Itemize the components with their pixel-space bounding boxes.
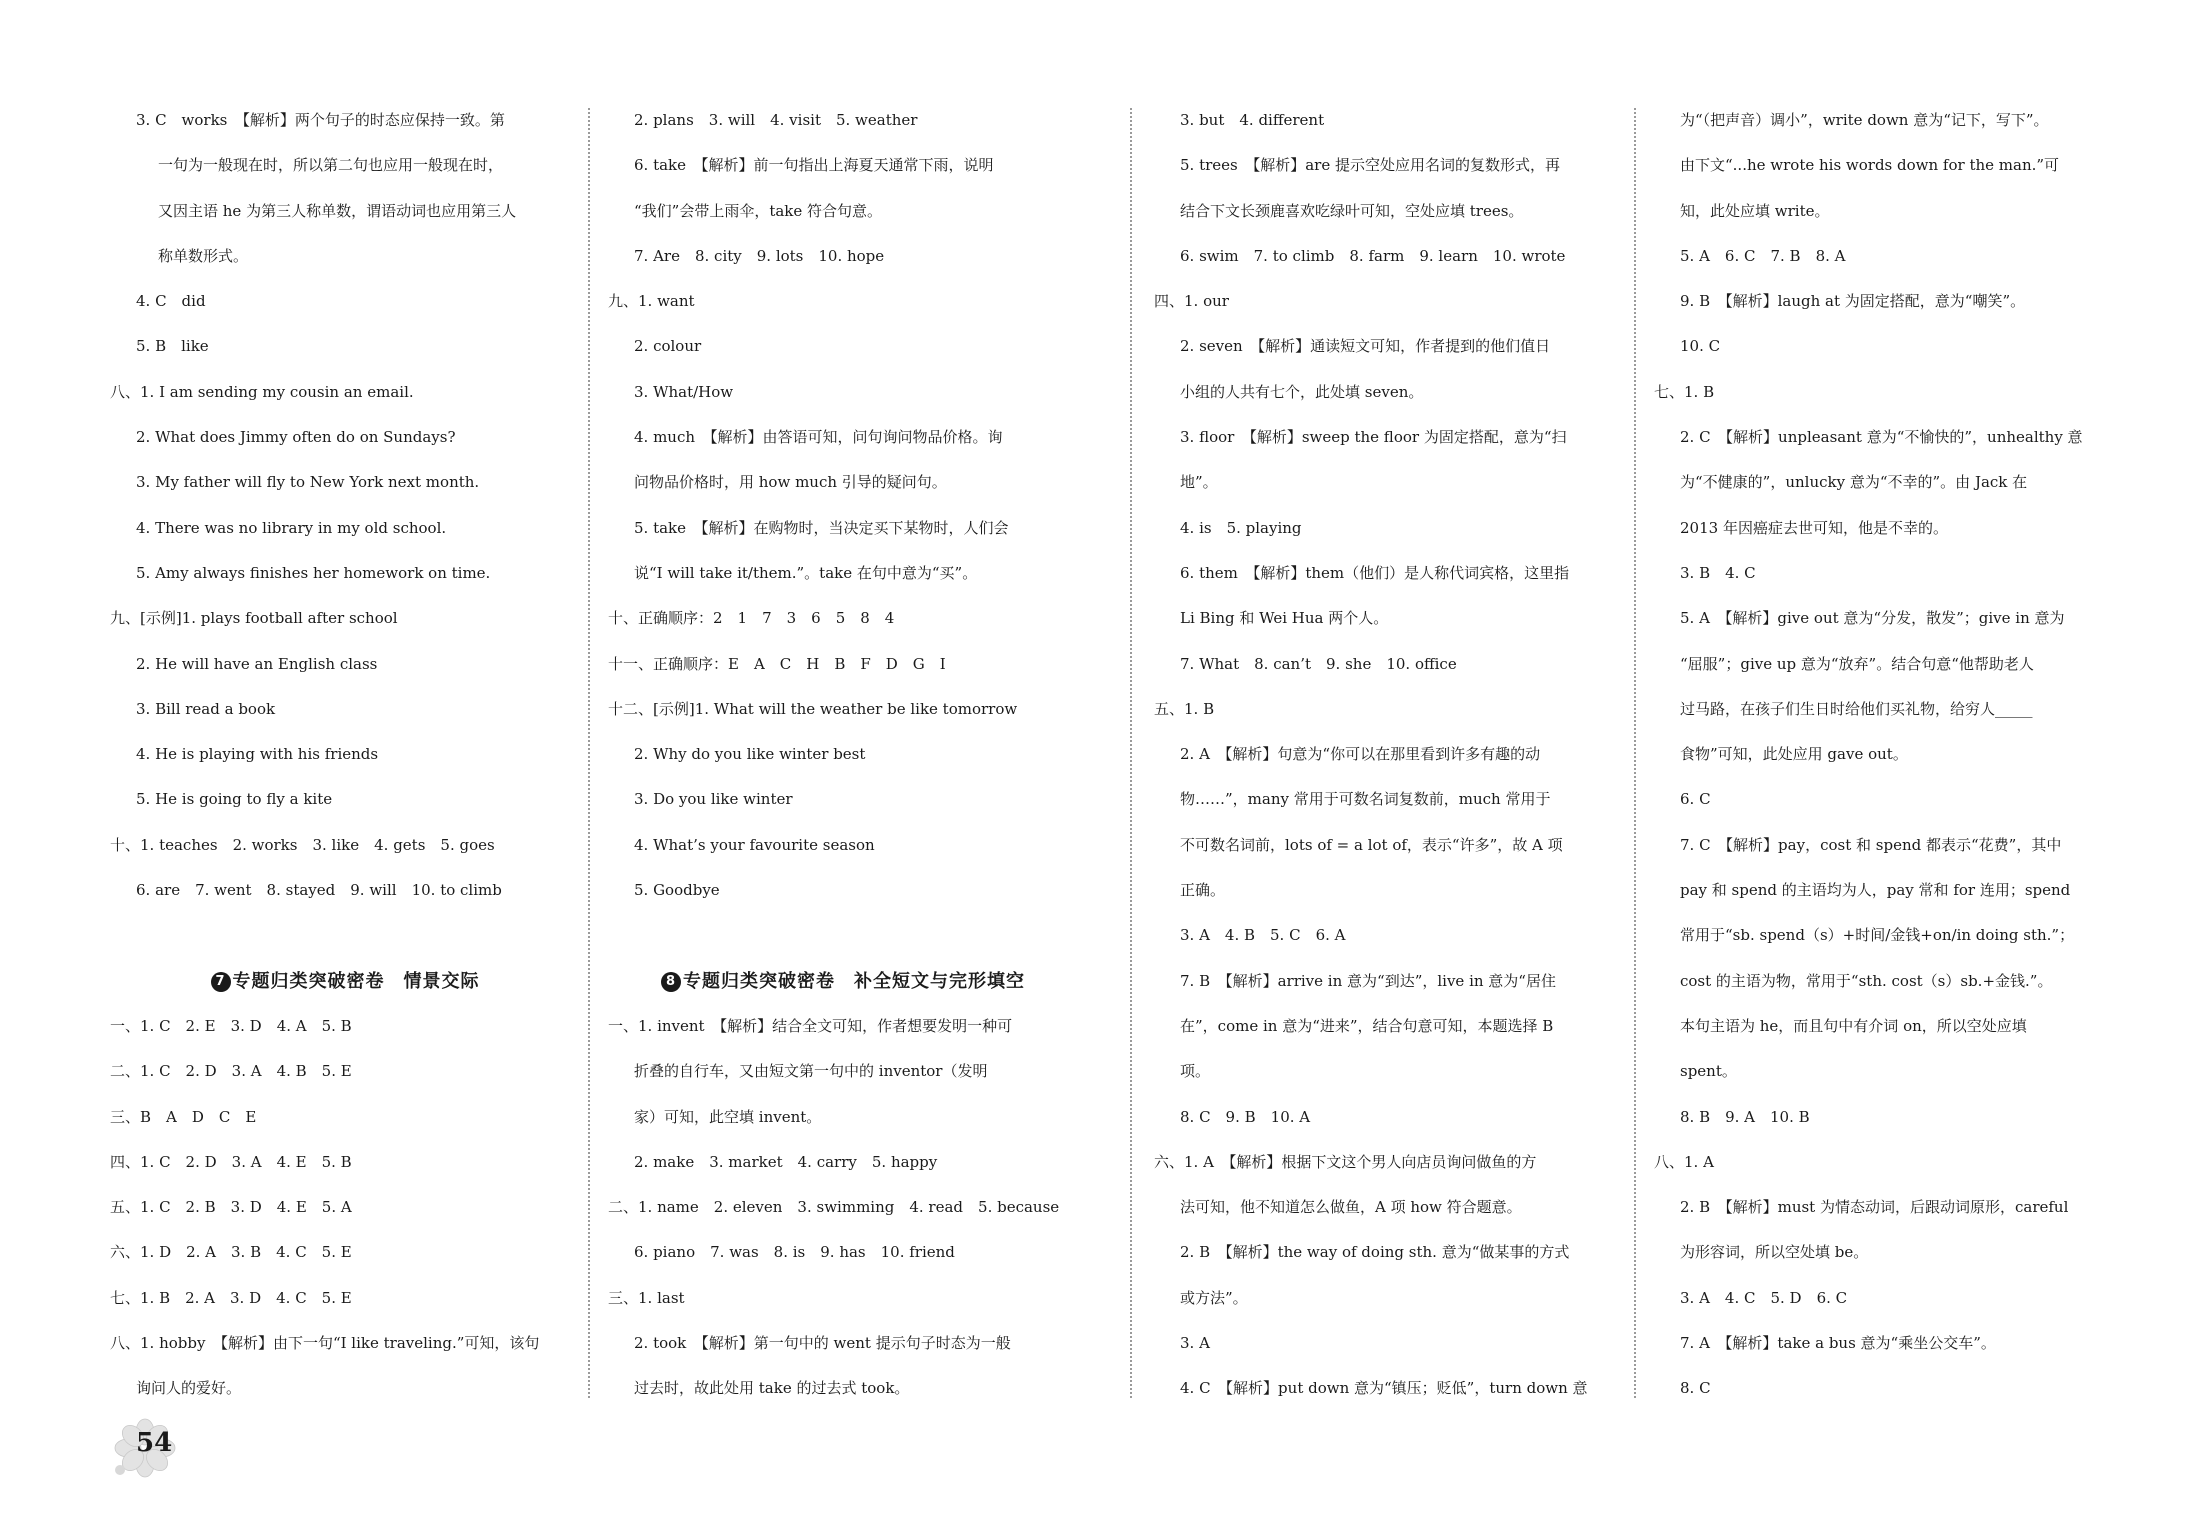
answer-line: 6. piano 7. was 8. is 9. has 10. friend — [634, 1243, 955, 1262]
column-4 — [1654, 98, 2114, 1412]
answer-line: 2. plans 3. will 4. visit 5. weather — [634, 111, 918, 129]
column-2 — [608, 98, 1078, 1412]
answer-line: 3. A — [1180, 1334, 1210, 1353]
answer-line: 三、B A D C E — [110, 1107, 257, 1126]
answer-line: 折叠的自行车，又由短文第一句中的 inventor（发明 — [634, 1062, 988, 1081]
answer-line: 六、1. A 【解析】根据下文这个男人向店员询问做鱼的方 — [1154, 1152, 1537, 1171]
answer-line: 过马路，在孩子们生日时给他们买礼物，给穷人_____ — [1680, 699, 2033, 718]
section-title-text: 专题归类突破密卷 情景交际 — [232, 970, 480, 992]
answer-line: 四、1. C 2. D 3. A 4. E 5. B — [110, 1152, 352, 1171]
answer-line: 3. What/How — [634, 382, 734, 401]
answer-line: spent。 — [1680, 1062, 1737, 1081]
answer-line: 3. but 4. different — [1180, 111, 1325, 129]
answer-line: 3. floor 【解析】sweep the floor 为固定搭配，意为“扫 — [1180, 428, 1567, 447]
answer-line: 说“I will take it/them.”。take 在句中意为“买”。 — [634, 563, 978, 582]
answer-line: 8. C 9. B 10. A — [1180, 1107, 1311, 1126]
answer-line: 3. Do you like winter — [634, 790, 793, 809]
answer-line: 3. Bill read a book — [136, 699, 276, 718]
answer-line: 2. make 3. market 4. carry 5. happy — [634, 1152, 938, 1171]
answer-line: 5. Goodbye — [634, 881, 720, 900]
answer-line: 六、1. D 2. A 3. B 4. C 5. E — [110, 1243, 352, 1262]
answer-line: 8. C — [1680, 1379, 1711, 1398]
answer-line: 结合下文长颈鹿喜欢吃绿叶可知，空处应填 trees。 — [1180, 201, 1524, 220]
section-title-text: 专题归类突破密卷 补全短文与完形填空 — [683, 970, 1025, 992]
answer-line: 4. He is playing with his friends — [136, 745, 379, 764]
answer-line: 地”。 — [1180, 473, 1218, 492]
answer-line: 3. C works 【解析】两个句子的时态应保持一致。第 — [136, 111, 505, 129]
answer-line: 9. B 【解析】laugh at 为固定搭配，意为“嘲笑”。 — [1680, 292, 2026, 311]
column-divider — [1130, 108, 1132, 1398]
answer-line: 2. B 【解析】must 为情态动词，后跟动词原形，careful — [1680, 1198, 2069, 1217]
section-title — [110, 959, 580, 1004]
answer-line: 5. B like — [136, 337, 209, 356]
answer-line: 4. What’s your favourite season — [634, 835, 875, 854]
answer-line: 项。 — [1180, 1062, 1211, 1081]
answer-line: 由下文“...he wrote his words down for the man.”可 — [1680, 156, 2060, 175]
answer-line: 4. much 【解析】由答语可知，问句询问物品价格。询 — [634, 428, 1003, 447]
answer-line: 2. He will have an English class — [136, 654, 378, 673]
section-title — [608, 959, 1078, 1004]
answer-line: 家）可知，此空填 invent。 — [634, 1107, 822, 1126]
answer-line: 法可知，他不知道怎么做鱼，A 项 how 符合题意。 — [1180, 1198, 1522, 1217]
answer-line: 6. them 【解析】them（他们）是人称代词宾格，这里指 — [1180, 563, 1570, 582]
answer-line: 二、1. C 2. D 3. A 4. B 5. E — [110, 1062, 352, 1081]
answer-line: 3. A 4. C 5. D 6. C — [1680, 1288, 1848, 1307]
answer-line: 5. Amy always finishes her homework on time. — [136, 563, 491, 582]
answer-line: 常用于“sb. spend（s）+时间/金钱+on/in doing sth.”； — [1680, 926, 2075, 945]
column-3 — [1154, 98, 1624, 1412]
answer-line: 正确。 — [1180, 881, 1226, 900]
answer-line: 6. C — [1680, 790, 1711, 809]
answer-line: 七、1. B 2. A 3. D 4. C 5. E — [110, 1288, 352, 1307]
answer-line: 3. B 4. C — [1680, 563, 1756, 582]
answer-line: 6. are 7. went 8. stayed 9. will 10. to climb — [136, 881, 502, 900]
answer-line: 2. Why do you like winter best — [634, 745, 866, 764]
answer-line: 5. trees 【解析】are 提示空处应用名词的复数形式，再 — [1180, 156, 1560, 175]
answer-line: 一、1. C 2. E 3. D 4. A 5. B — [110, 1016, 352, 1035]
answer-line: 又因主语 he 为第三人称单数，谓语动词也应用第三人 — [158, 201, 517, 220]
answer-line: 一、1. invent 【解析】结合全文可知，作者想要发明一种可 — [608, 1016, 1013, 1035]
answer-line: 为“不健康的”，unlucky 意为“不幸的”。由 Jack 在 — [1680, 473, 2028, 492]
answer-line: 7. C 【解析】pay，cost 和 spend 都表示“花费”，其中 — [1680, 835, 2062, 854]
answer-line: 4. There was no library in my old school. — [136, 518, 447, 537]
section-number-badge: 7 — [211, 972, 231, 992]
column-divider — [1634, 108, 1636, 1398]
answer-line: 十二、[示例]1. What will the weather be like tomorrow — [608, 699, 1018, 718]
answer-line: 九、[示例]1. plays football after school — [110, 609, 398, 628]
answer-line: Li Bing 和 Wei Hua 两个人。 — [1180, 609, 1389, 628]
answer-line: 不可数名词前，lots of = a lot of，表示“许多”，故 A 项 — [1180, 835, 1563, 854]
answer-line: 5. take 【解析】在购物时，当决定买下某物时，人们会 — [634, 518, 1009, 537]
answer-line: 7. Are 8. city 9. lots 10. hope — [634, 246, 885, 265]
answer-line: 10. C — [1680, 337, 1721, 356]
answer-line: 食物”可知，此处应用 gave out。 — [1680, 745, 1908, 764]
answer-line: 三、1. last — [608, 1288, 685, 1307]
answer-line: pay 和 spend 的主语均为人，pay 常和 for 连用；spend — [1680, 881, 2071, 900]
answer-line: 2. B 【解析】the way of doing sth. 意为“做某事的方式 — [1180, 1243, 1570, 1262]
answer-line: 3. My father will fly to New York next month. — [136, 473, 480, 492]
answer-line: 问物品价格时，用 how much 引导的疑问句。 — [634, 473, 947, 492]
answer-line: “屈服”；give up 意为“放弃”。结合句意“他帮助老人 — [1680, 654, 2034, 673]
answer-line: 3. A 4. B 5. C 6. A — [1180, 926, 1346, 945]
answer-line: 四、1. our — [1154, 292, 1229, 311]
answer-line: 2013 年因癌症去世可知，他是不幸的。 — [1680, 518, 1948, 537]
answer-line: 4. C 【解析】put down 意为“镇压；贬低”，turn down 意 — [1180, 1379, 1588, 1398]
answer-line: 九、1. want — [608, 292, 695, 311]
answer-line: 5. A 6. C 7. B 8. A — [1680, 246, 1846, 265]
answer-line: 称单数形式。 — [158, 246, 249, 265]
answer-line: 8. B 9. A 10. B — [1680, 1107, 1810, 1126]
answer-line: cost 的主语为物，常用于“sth. cost（s）sb.+金钱.”。 — [1680, 971, 2053, 990]
answer-line: 七、1. B — [1654, 382, 1715, 401]
answer-line: 十、正确顺序：2 1 7 3 6 5 8 4 — [608, 609, 895, 628]
answer-line: 过去时，故此处用 take 的过去式 took。 — [634, 1379, 910, 1398]
answer-line: 7. What 8. can’t 9. she 10. office — [1180, 654, 1457, 673]
answer-line: 物……”，many 常用于可数名词复数前，much 常用于 — [1180, 790, 1551, 809]
answer-line: 五、1. B — [1154, 699, 1215, 718]
column-1 — [110, 98, 580, 1412]
page-number-text: 54 — [136, 1428, 173, 1458]
answer-line: 2. A 【解析】句意为“你可以在那里看到许多有趣的动 — [1180, 745, 1541, 764]
answer-line: 一句为一般现在时，所以第二句也应用一般现在时， — [158, 156, 504, 175]
answer-line: 在”，come in 意为“进来”，结合句意可知，本题选择 B — [1180, 1016, 1554, 1035]
answer-line: 6. swim 7. to climb 8. farm 9. learn 10. wrote — [1180, 246, 1566, 265]
answer-line: “我们”会带上雨伞，take 符合句意。 — [634, 201, 883, 220]
spacer — [608, 913, 1078, 958]
answer-line: 2. took 【解析】第一句中的 went 提示句子时态为一般 — [634, 1334, 1011, 1353]
answer-line: 5. A 【解析】give out 意为“分发，散发”；give in 意为 — [1680, 609, 2065, 628]
answer-line: 或方法”。 — [1180, 1288, 1248, 1307]
answer-line: 为“（把声音）调小”，write down 意为“记下，写下”。 — [1680, 111, 2049, 129]
answer-line: 八、1. A — [1654, 1152, 1714, 1171]
page-number — [110, 1418, 180, 1478]
answer-line: 小组的人共有七个，此处填 seven。 — [1180, 382, 1424, 401]
answer-line: 2. colour — [634, 337, 702, 356]
answer-line: 4. C did — [136, 292, 206, 311]
answer-line: 八、1. I am sending my cousin an email. — [110, 382, 414, 401]
answer-line: 7. B 【解析】arrive in 意为“到达”，live in 意为“居住 — [1180, 971, 1556, 990]
column-divider — [588, 108, 590, 1398]
spacer — [110, 913, 580, 958]
answer-line: 八、1. hobby 【解析】由下一句“I like traveling.”可知，该句 — [110, 1334, 540, 1353]
answer-line: 十一、正确顺序：E A C H B F D G I — [608, 654, 946, 673]
answer-line: 五、1. C 2. B 3. D 4. E 5. A — [110, 1198, 352, 1217]
answer-line: 2. seven 【解析】通读短文可知，作者提到的他们值日 — [1180, 337, 1551, 356]
answer-line: 2. What does Jimmy often do on Sundays? — [136, 428, 456, 447]
answer-line: 二、1. name 2. eleven 3. swimming 4. read 5. because — [608, 1198, 1060, 1217]
answer-line: 2. C 【解析】unpleasant 意为“不愉快的”，unhealthy 意 — [1680, 428, 2083, 447]
answer-line: 询问人的爱好。 — [136, 1379, 242, 1398]
answer-line: 5. He is going to fly a kite — [136, 790, 333, 809]
answer-line: 本句主语为 he，而且句中有介词 on，所以空处应填 — [1680, 1016, 2027, 1035]
answer-line: 4. is 5. playing — [1180, 518, 1302, 537]
answer-line: 知，此处应填 write。 — [1680, 201, 1830, 220]
section-number-badge: 8 — [661, 972, 681, 992]
answer-line: 7. A 【解析】take a bus 意为“乘坐公交车”。 — [1680, 1334, 1996, 1353]
answer-line: 为形容词，所以空处填 be。 — [1680, 1243, 1869, 1262]
answer-line: 十、1. teaches 2. works 3. like 4. gets 5. goes — [110, 835, 495, 854]
answer-line: 6. take 【解析】前一句指出上海夏天通常下雨，说明 — [634, 156, 994, 175]
